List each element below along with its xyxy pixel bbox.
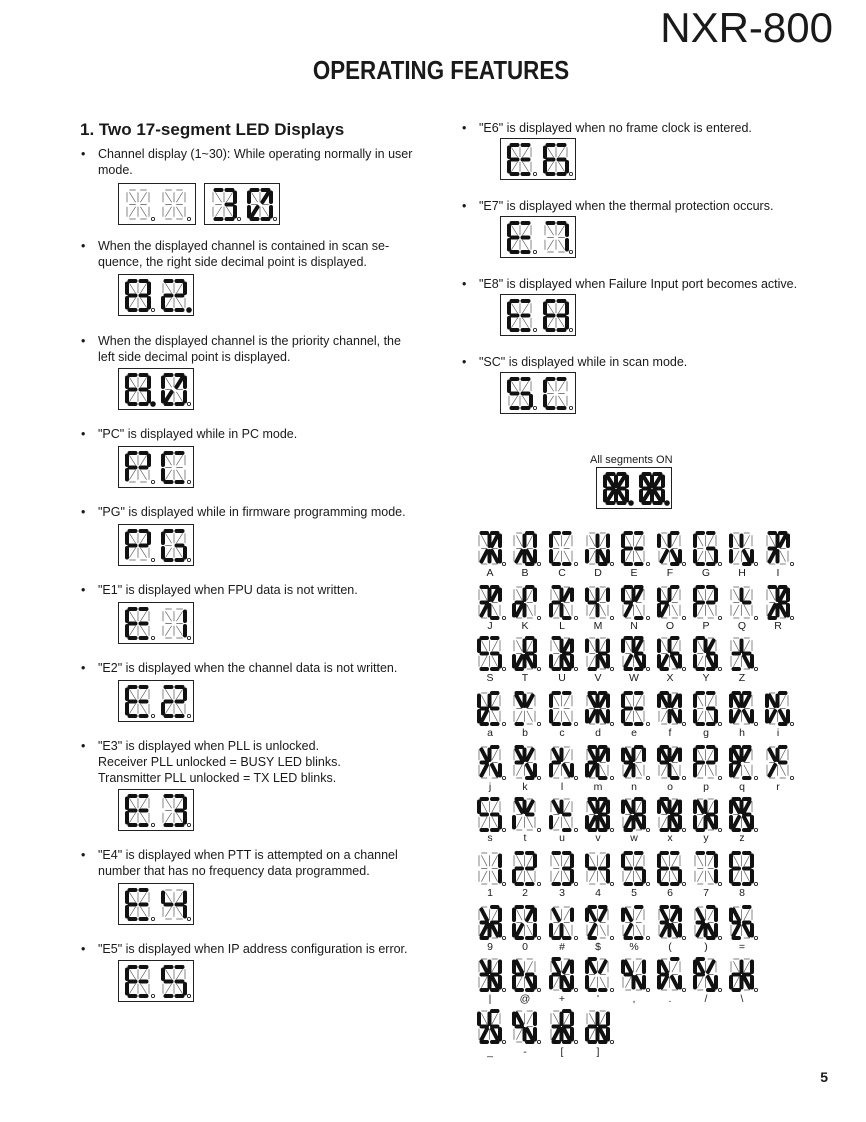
character-glyph: [509, 956, 543, 994]
feature-text: Channel display (1~30): While operating normally in user: [98, 147, 413, 161]
character-glyph: [654, 744, 688, 782]
led-display: [118, 883, 194, 925]
character-label: F: [666, 567, 674, 579]
character-label: M: [593, 620, 603, 632]
feature-text: number that has no frequency data programmed.: [98, 864, 370, 878]
feature-text: mode.: [98, 163, 133, 177]
character-label: (: [668, 941, 672, 953]
led-display: [596, 467, 672, 509]
character-glyph: [546, 956, 580, 994]
character-label: Y: [702, 672, 710, 684]
led-display: [118, 274, 194, 316]
feature-text: left side decimal point is displayed.: [98, 350, 291, 364]
character-glyph: [474, 796, 508, 834]
character-glyph: [726, 956, 760, 994]
led-display: [500, 294, 576, 336]
character-glyph: [582, 850, 616, 888]
feature-text: "E2" is displayed when the channel data is not written.: [98, 661, 398, 675]
character-glyph: [474, 850, 508, 888]
feature-text: "E5" is displayed when IP address configuration is error.: [98, 942, 408, 956]
character-glyph: [762, 690, 796, 728]
character-label: 4: [595, 887, 601, 899]
character-label: G: [701, 567, 711, 579]
character-label: 1: [487, 887, 493, 899]
character-glyph: [582, 956, 616, 994]
all-segments-caption: All segments ON: [590, 454, 673, 466]
character-glyph: [509, 690, 543, 728]
bullet-icon: •: [81, 583, 86, 597]
character-glyph: [726, 635, 760, 673]
character-label: $: [595, 941, 601, 953]
character-label: |: [488, 993, 492, 1005]
bullet-icon: •: [81, 427, 86, 441]
character-label: A: [486, 567, 494, 579]
character-glyph: [509, 584, 543, 622]
character-label: X: [666, 672, 674, 684]
character-glyph: [618, 744, 652, 782]
character-glyph: [654, 690, 688, 728]
character-label: K: [521, 620, 529, 632]
character-glyph: [618, 850, 652, 888]
feature-text: "E6" is displayed when no frame clock is entered.: [479, 121, 752, 135]
bullet-icon: •: [462, 277, 467, 291]
feature-item: [81, 738, 428, 786]
feature-item: [81, 333, 428, 365]
character-label: 6: [667, 887, 673, 899]
character-label: 8: [739, 887, 745, 899]
character-label: a: [487, 727, 493, 739]
character-label: r: [776, 781, 780, 793]
character-label: J: [487, 620, 493, 632]
character-label: m: [593, 781, 603, 793]
character-label: .: [668, 993, 672, 1005]
led-display: [118, 789, 194, 831]
character-glyph: [726, 796, 760, 834]
character-glyph: [582, 1008, 616, 1046]
character-label: g: [703, 727, 709, 739]
character-glyph: [654, 904, 688, 942]
character-glyph: [618, 796, 652, 834]
feature-text: "E7" is displayed when the thermal protection occurs.: [479, 199, 774, 213]
character-label: q: [739, 781, 745, 793]
page-number: 5: [820, 1069, 828, 1085]
bullet-icon: •: [81, 848, 86, 862]
character-glyph: [546, 1008, 580, 1046]
character-glyph: [546, 530, 580, 568]
character-glyph: [546, 584, 580, 622]
character-label: b: [522, 727, 528, 739]
character-glyph: [546, 850, 580, 888]
character-label: _: [487, 1046, 493, 1058]
character-label: n: [631, 781, 637, 793]
led-display: [118, 524, 194, 566]
character-label: [: [560, 1046, 564, 1058]
feature-item: [462, 120, 839, 136]
character-glyph: [618, 635, 652, 673]
character-glyph: [474, 635, 508, 673]
bullet-icon: •: [81, 239, 86, 253]
character-label: -: [523, 1046, 527, 1058]
character-label: ': [596, 993, 599, 1005]
bullet-icon: •: [81, 661, 86, 675]
bullet-icon: •: [81, 505, 86, 519]
character-glyph: [546, 904, 580, 942]
character-label: ]: [596, 1046, 600, 1058]
feature-item: [81, 660, 428, 676]
character-label: Q: [737, 620, 747, 632]
character-label: p: [703, 781, 709, 793]
character-glyph: [474, 904, 508, 942]
led-display: [500, 372, 576, 414]
character-glyph: [726, 690, 760, 728]
character-label: 9: [487, 941, 493, 953]
character-label: /: [704, 993, 708, 1005]
character-label: c: [559, 727, 565, 739]
led-display: [118, 446, 194, 488]
feature-item: [462, 198, 839, 214]
character-glyph: [582, 690, 616, 728]
character-label: P: [702, 620, 710, 632]
character-label: k: [522, 781, 528, 793]
character-glyph: [582, 796, 616, 834]
feature-text: "E3" is displayed when PLL is unlocked.: [98, 739, 320, 753]
feature-item: [81, 146, 428, 178]
character-label: i: [776, 727, 780, 739]
character-label: v: [595, 832, 601, 844]
led-display: [118, 602, 194, 644]
character-glyph: [690, 690, 724, 728]
character-label: E: [630, 567, 638, 579]
character-label: L: [559, 620, 565, 632]
character-label: +: [558, 993, 566, 1005]
character-glyph: [474, 530, 508, 568]
led-display: [500, 138, 576, 180]
feature-item: [81, 504, 428, 520]
character-label: j: [488, 781, 492, 793]
bullet-icon: •: [81, 942, 86, 956]
character-glyph: [546, 744, 580, 782]
character-glyph: [762, 744, 796, 782]
character-glyph: [509, 635, 543, 673]
character-glyph: [509, 1008, 543, 1046]
feature-text: "PC" is displayed while in PC mode.: [98, 427, 298, 441]
character-label: t: [523, 832, 527, 844]
character-glyph: [654, 956, 688, 994]
led-display: [118, 183, 196, 225]
character-label: 5: [631, 887, 637, 899]
character-glyph: [582, 635, 616, 673]
feature-item: [81, 941, 428, 957]
character-glyph: [726, 850, 760, 888]
character-glyph: [509, 850, 543, 888]
character-label: 0: [522, 941, 528, 953]
character-label: @: [519, 993, 531, 1005]
character-label: %: [629, 941, 639, 953]
feature-item: [462, 354, 839, 370]
led-display: [500, 216, 576, 258]
character-label: h: [739, 727, 745, 739]
feature-item: [81, 582, 428, 598]
led-display: [118, 960, 194, 1002]
character-label: #: [559, 941, 565, 953]
character-glyph: [618, 584, 652, 622]
character-label: C: [558, 567, 566, 579]
character-label: ,: [632, 993, 636, 1005]
character-label: =: [738, 941, 746, 953]
bullet-icon: •: [81, 334, 86, 348]
character-glyph: [582, 584, 616, 622]
character-glyph: [654, 530, 688, 568]
character-label: R: [774, 620, 782, 632]
character-glyph: [582, 744, 616, 782]
character-label: I: [776, 567, 780, 579]
character-label: x: [667, 832, 673, 844]
led-display: [118, 680, 194, 722]
feature-text: quence, the right side decimal point is displayed.: [98, 255, 367, 269]
character-label: V: [594, 672, 602, 684]
bullet-icon: •: [81, 739, 86, 753]
character-label: o: [667, 781, 673, 793]
feature-item: [81, 426, 428, 442]
character-label: l: [560, 781, 564, 793]
character-glyph: [474, 690, 508, 728]
character-glyph: [690, 584, 724, 622]
feature-text: "E8" is displayed when Failure Input port becomes active.: [479, 277, 798, 291]
character-label: S: [486, 672, 494, 684]
character-label: u: [559, 832, 565, 844]
feature-text: When the displayed channel is contained in scan se-: [98, 239, 390, 253]
character-label: e: [631, 727, 637, 739]
character-label: Z: [738, 672, 746, 684]
character-label: W: [629, 672, 639, 684]
character-label: H: [738, 567, 746, 579]
feature-item: [81, 847, 428, 879]
feature-text: "PG" is displayed while in firmware programming mode.: [98, 505, 406, 519]
character-label: 7: [703, 887, 709, 899]
character-glyph: [762, 530, 796, 568]
character-glyph: [474, 744, 508, 782]
feature-text: Transmitter PLL unlocked = TX LED blinks.: [98, 771, 337, 785]
character-glyph: [546, 690, 580, 728]
character-glyph: [726, 530, 760, 568]
section-title: 1. Two 17-segment LED Displays: [80, 120, 345, 139]
character-glyph: [762, 584, 796, 622]
character-glyph: [474, 1008, 508, 1046]
character-glyph: [582, 530, 616, 568]
bullet-icon: •: [462, 121, 467, 135]
character-label: ): [704, 941, 708, 953]
character-glyph: [618, 690, 652, 728]
character-label: y: [703, 832, 709, 844]
character-glyph: [726, 904, 760, 942]
character-glyph: [546, 635, 580, 673]
feature-item: [81, 238, 428, 270]
feature-text: When the displayed channel is the priority channel, the: [98, 334, 401, 348]
bullet-icon: •: [462, 355, 467, 369]
character-label: s: [487, 832, 493, 844]
character-glyph: [690, 635, 724, 673]
character-glyph: [726, 584, 760, 622]
led-display: [204, 183, 280, 225]
model-number: NXR-800: [660, 4, 833, 51]
character-label: D: [594, 567, 602, 579]
page-title: OPERATING FEATURES: [312, 55, 570, 85]
character-glyph: [474, 956, 508, 994]
character-label: f: [668, 727, 672, 739]
character-glyph: [509, 530, 543, 568]
character-glyph: [509, 904, 543, 942]
character-label: z: [739, 832, 745, 844]
character-glyph: [474, 584, 508, 622]
character-glyph: [690, 904, 724, 942]
character-glyph: [546, 796, 580, 834]
character-glyph: [690, 956, 724, 994]
character-glyph: [690, 530, 724, 568]
character-label: T: [521, 672, 529, 684]
character-label: \: [740, 993, 744, 1005]
character-glyph: [690, 744, 724, 782]
feature-text: "E4" is displayed when PTT is attempted on a channel: [98, 848, 398, 862]
feature-text: "E1" is displayed when FPU data is not written.: [98, 583, 358, 597]
character-label: d: [595, 727, 601, 739]
feature-text: "SC" is displayed while in scan mode.: [479, 355, 688, 369]
character-glyph: [726, 744, 760, 782]
character-glyph: [690, 796, 724, 834]
character-glyph: [618, 904, 652, 942]
character-glyph: [690, 850, 724, 888]
character-label: B: [521, 567, 529, 579]
character-glyph: [654, 850, 688, 888]
character-glyph: [618, 956, 652, 994]
character-glyph: [618, 530, 652, 568]
feature-item: [462, 276, 839, 292]
character-label: O: [665, 620, 675, 632]
character-glyph: [654, 584, 688, 622]
character-label: N: [630, 620, 638, 632]
character-glyph: [654, 796, 688, 834]
character-glyph: [654, 635, 688, 673]
led-display: [118, 368, 194, 410]
character-glyph: [509, 744, 543, 782]
feature-text: Receiver PLL unlocked = BUSY LED blinks.: [98, 755, 341, 769]
character-label: 3: [559, 887, 565, 899]
bullet-icon: •: [81, 147, 86, 161]
character-label: U: [558, 672, 566, 684]
character-label: w: [630, 832, 638, 844]
character-label: 2: [522, 887, 528, 899]
character-glyph: [582, 904, 616, 942]
bullet-icon: •: [462, 199, 467, 213]
character-glyph: [509, 796, 543, 834]
